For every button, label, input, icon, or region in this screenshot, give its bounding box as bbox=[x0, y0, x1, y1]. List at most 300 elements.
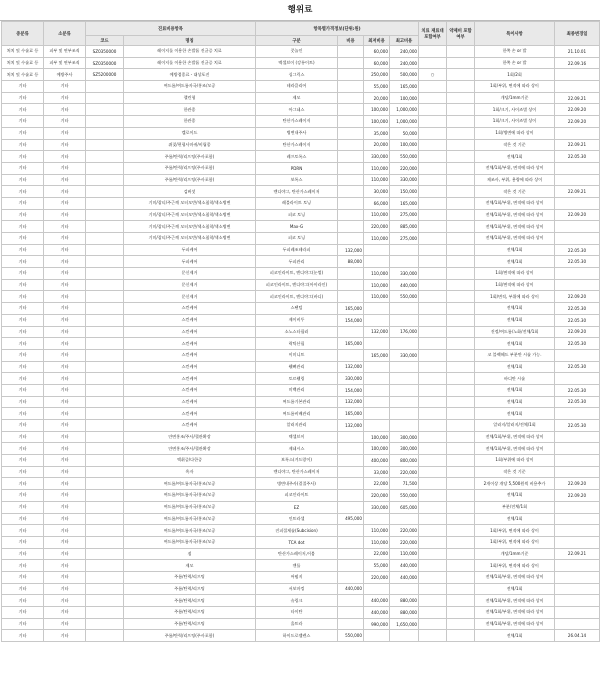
cell-cost bbox=[338, 69, 364, 81]
cell-max-cost: 330,000 bbox=[390, 174, 419, 186]
cell-material-included bbox=[419, 408, 447, 420]
cell-code bbox=[86, 127, 124, 139]
cell-last-changed bbox=[555, 443, 600, 455]
cell-minor: 기타 bbox=[44, 197, 86, 209]
cell-major: 기타 bbox=[2, 384, 44, 396]
cell-cost bbox=[338, 116, 364, 128]
cell-max-cost: 150,000 bbox=[390, 186, 419, 198]
cell-notes: 1회/면적에 따라 상이 bbox=[475, 268, 555, 280]
cell-cost bbox=[338, 174, 364, 186]
table-row bbox=[2, 361, 600, 373]
cell-category: 엑셀브이 bbox=[256, 431, 338, 443]
table-row bbox=[2, 571, 600, 583]
cell-name: 기미/잡티/주근깨 모터모반/색소침착/색소병변 bbox=[124, 209, 256, 221]
cell-code bbox=[86, 81, 124, 93]
table-row bbox=[2, 197, 600, 209]
cell-last-changed bbox=[555, 595, 600, 607]
cell-cost bbox=[338, 268, 364, 280]
cell-name: 문신제거 bbox=[124, 268, 256, 280]
table-row bbox=[2, 630, 600, 642]
cell-name: 스킨케어 bbox=[124, 314, 256, 326]
cell-max-cost: 50,000 bbox=[390, 127, 419, 139]
cell-max-cost bbox=[390, 244, 419, 256]
cell-last-changed: 22.09.16 bbox=[555, 57, 600, 69]
cell-notes: 1회/크기, 사이즈별 상이 bbox=[475, 104, 555, 116]
cell-major: 기타 bbox=[2, 396, 44, 408]
cell-last-changed: 22.09.20 bbox=[555, 478, 600, 490]
cell-material-included bbox=[419, 279, 447, 291]
cell-code bbox=[86, 139, 124, 151]
cell-last-changed bbox=[555, 560, 600, 572]
cell-category: 피코인라이트 bbox=[256, 490, 338, 502]
cell-notes: 1회/부위, 면적에 따라 상이 bbox=[475, 525, 555, 537]
cell-code bbox=[86, 186, 124, 198]
cell-notes: 진정/여드름/노화/전체/1회 bbox=[475, 326, 555, 338]
cell-name: 주름/탄력/리프팅 bbox=[124, 618, 256, 630]
cell-minor: 기타 bbox=[44, 151, 86, 163]
cell-notes: 1회/부위, 면적에 따라 상이 bbox=[475, 81, 555, 93]
cell-drug-included bbox=[447, 396, 475, 408]
cell-drug-included bbox=[447, 57, 475, 69]
cell-drug-included bbox=[447, 361, 475, 373]
cell-material-included bbox=[419, 466, 447, 478]
cell-category: 제이비투 bbox=[256, 314, 338, 326]
cell-category: 레블라이트 토닝 bbox=[256, 197, 338, 209]
cell-category: 피코인라이트, 엔디야그(눈썹) bbox=[256, 268, 338, 280]
header-min-cost: 최저비용 bbox=[364, 36, 390, 46]
cell-drug-included bbox=[447, 408, 475, 420]
cell-major: 처치 및 수술료 등 bbox=[2, 57, 44, 69]
cell-category: 어펌지 bbox=[256, 571, 338, 583]
cell-min-cost bbox=[364, 583, 390, 595]
cell-material-included bbox=[419, 174, 447, 186]
cell-material-included bbox=[419, 490, 447, 502]
cell-name: 주름/탄력/리프팅 bbox=[124, 595, 256, 607]
cell-code bbox=[86, 490, 124, 502]
cell-max-cost: 220,000 bbox=[390, 466, 419, 478]
table-row bbox=[2, 384, 600, 396]
cell-major: 기타 bbox=[2, 431, 44, 443]
cell-cost bbox=[338, 548, 364, 560]
cell-last-changed: 22.09.21 bbox=[555, 186, 600, 198]
cell-max-cost: 500,000 bbox=[390, 69, 419, 81]
table-row bbox=[2, 233, 600, 245]
cell-name: 흑자 bbox=[124, 466, 256, 478]
cell-min-cost: 60,000 bbox=[364, 57, 390, 69]
cell-min-cost: 35,000 bbox=[364, 127, 390, 139]
cell-minor: 기타 bbox=[44, 116, 86, 128]
cell-notes: 전체/1회 bbox=[475, 490, 555, 502]
cell-minor: 기타 bbox=[44, 244, 86, 256]
cell-name: 주름/탄력/리프팅(주사포함) bbox=[124, 630, 256, 642]
table-row bbox=[2, 186, 600, 198]
cell-major: 기타 bbox=[2, 186, 44, 198]
cell-major: 기타 bbox=[2, 560, 44, 572]
cell-min-cost bbox=[364, 303, 390, 315]
cell-name: 스킨케어 bbox=[124, 420, 256, 432]
cell-category: 토르웰링 bbox=[256, 373, 338, 385]
cell-min-cost: 132,000 bbox=[364, 326, 390, 338]
cell-last-changed: 22.05.30 bbox=[555, 420, 600, 432]
cell-code bbox=[86, 314, 124, 326]
cell-code bbox=[86, 162, 124, 174]
cell-minor: 기타 bbox=[44, 548, 86, 560]
cell-cost bbox=[338, 186, 364, 198]
cell-min-cost: 100,000 bbox=[364, 443, 390, 455]
table-row bbox=[2, 57, 600, 69]
header-name: 명칭 bbox=[124, 36, 256, 46]
cell-notes: 전체/1회 bbox=[475, 408, 555, 420]
cell-drug-included bbox=[447, 338, 475, 350]
cell-last-changed bbox=[555, 233, 600, 245]
table-row bbox=[2, 513, 600, 525]
cell-drug-included bbox=[447, 583, 475, 595]
cell-minor: 기타 bbox=[44, 139, 86, 151]
cell-name: 두피케어 bbox=[124, 244, 256, 256]
cell-category: 탄산가스레이저 bbox=[256, 116, 338, 128]
cell-last-changed bbox=[555, 455, 600, 467]
cell-max-cost: 885,000 bbox=[390, 221, 419, 233]
cell-max-cost: 330,000 bbox=[390, 349, 419, 361]
cell-last-changed: 22.05.30 bbox=[555, 151, 600, 163]
cell-major: 기타 bbox=[2, 630, 44, 642]
cell-last-changed bbox=[555, 127, 600, 139]
table-row bbox=[2, 268, 600, 280]
cell-drug-included bbox=[447, 303, 475, 315]
cell-minor: 기타 bbox=[44, 384, 86, 396]
cell-major: 기타 bbox=[2, 256, 44, 268]
cell-drug-included bbox=[447, 256, 475, 268]
table-row bbox=[2, 256, 600, 268]
cell-code bbox=[86, 501, 124, 513]
cell-minor: 기타 bbox=[44, 104, 86, 116]
cell-min-cost: 30,000 bbox=[364, 186, 390, 198]
cell-cost: 154,000 bbox=[338, 384, 364, 396]
cell-notes: 한쪽 손 or 발 bbox=[475, 46, 555, 58]
cell-cost: 330,000 bbox=[338, 373, 364, 385]
table-row bbox=[2, 326, 600, 338]
cell-last-changed bbox=[555, 197, 600, 209]
table-row bbox=[2, 536, 600, 548]
cell-last-changed bbox=[555, 174, 600, 186]
cell-material-included bbox=[419, 618, 447, 630]
cell-max-cost: 71,500 bbox=[390, 478, 419, 490]
cell-material-included bbox=[419, 548, 447, 560]
cell-major: 기타 bbox=[2, 525, 44, 537]
cell-minor: 기타 bbox=[44, 607, 86, 619]
cell-drug-included bbox=[447, 186, 475, 198]
cell-category: 피코 토닝 bbox=[256, 233, 338, 245]
cell-major: 기타 bbox=[2, 501, 44, 513]
cell-drug-included bbox=[447, 536, 475, 548]
cell-name: 한관종 bbox=[124, 104, 256, 116]
cell-cost bbox=[338, 618, 364, 630]
cell-category: 알러지관리 bbox=[256, 420, 338, 432]
cell-last-changed bbox=[555, 607, 600, 619]
table-row bbox=[2, 443, 600, 455]
cell-minor: 기타 bbox=[44, 186, 86, 198]
cell-min-cost: 440,000 bbox=[364, 607, 390, 619]
header-category: 구분 bbox=[256, 36, 338, 46]
cell-material-included bbox=[419, 513, 447, 525]
cell-cost bbox=[338, 455, 364, 467]
cell-notes: 전체/1회 bbox=[475, 256, 555, 268]
cell-minor: 기타 bbox=[44, 490, 86, 502]
cell-max-cost: 165,000 bbox=[390, 197, 419, 209]
cell-max-cost: 550,000 bbox=[390, 151, 419, 163]
cell-max-cost: 275,000 bbox=[390, 233, 419, 245]
cell-max-cost: 440,000 bbox=[390, 560, 419, 572]
cell-notes: 전체/1회 bbox=[475, 151, 555, 163]
cell-material-included bbox=[419, 104, 447, 116]
table-row bbox=[2, 104, 600, 116]
cell-code bbox=[86, 233, 124, 245]
cell-code bbox=[86, 104, 124, 116]
cell-last-changed: 22.09.20 bbox=[555, 104, 600, 116]
cell-name: 여드름/여드름자국/홍조/모공 bbox=[124, 501, 256, 513]
cell-max-cost bbox=[390, 583, 419, 595]
cell-material-included bbox=[419, 233, 447, 245]
cell-drug-included bbox=[447, 326, 475, 338]
cell-name: 주름/탄력/리프팅(주사포함) bbox=[124, 151, 256, 163]
cell-code bbox=[86, 420, 124, 432]
cell-name: 스킨케어 bbox=[124, 408, 256, 420]
cell-name: 주름/탄력/리프팅(주사포함) bbox=[124, 174, 256, 186]
cell-cost: 132,000 bbox=[338, 361, 364, 373]
cell-material-included bbox=[419, 139, 447, 151]
cell-max-cost: 880,000 bbox=[390, 607, 419, 619]
cell-material-included bbox=[419, 560, 447, 572]
cell-category: 탄산가스레이저,어븀 bbox=[256, 548, 338, 560]
cell-code bbox=[86, 478, 124, 490]
cell-min-cost: 220,000 bbox=[364, 221, 390, 233]
cell-major: 기타 bbox=[2, 244, 44, 256]
cell-code bbox=[86, 384, 124, 396]
cell-cost: 88,000 bbox=[338, 256, 364, 268]
table-row bbox=[2, 244, 600, 256]
table-row bbox=[2, 46, 600, 58]
cell-min-cost: 20,000 bbox=[364, 139, 390, 151]
cell-material-included bbox=[419, 268, 447, 280]
cell-major: 기타 bbox=[2, 490, 44, 502]
cell-major: 기타 bbox=[2, 618, 44, 630]
cell-code bbox=[86, 244, 124, 256]
cell-cost bbox=[338, 571, 364, 583]
cell-code bbox=[86, 338, 124, 350]
cell-cost bbox=[338, 81, 364, 93]
cell-name: 주름/탄력/리프팅 bbox=[124, 571, 256, 583]
cell-category: 레프토록스 bbox=[256, 151, 338, 163]
cell-category: Max-G bbox=[256, 221, 338, 233]
cell-name: 기미/잡티/주근깨 모터모반/색소침착/색소병변 bbox=[124, 197, 256, 209]
cell-minor: 기타 bbox=[44, 338, 86, 350]
cell-drug-included bbox=[447, 420, 475, 432]
header-notes: 특이사항 bbox=[475, 22, 555, 46]
cell-category: 보톡스(겨드랑이) bbox=[256, 455, 338, 467]
cell-last-changed bbox=[555, 501, 600, 513]
cell-name: 스킨케어 bbox=[124, 396, 256, 408]
cell-cost: 132,000 bbox=[338, 396, 364, 408]
cell-major: 기타 bbox=[2, 548, 44, 560]
cell-major: 기타 bbox=[2, 197, 44, 209]
cell-max-cost: 165,000 bbox=[390, 81, 419, 93]
cell-minor: 기타 bbox=[44, 314, 86, 326]
cell-max-cost: 100,000 bbox=[390, 92, 419, 104]
cell-major: 기타 bbox=[2, 314, 44, 326]
cell-material-included bbox=[419, 326, 447, 338]
cell-min-cost bbox=[364, 396, 390, 408]
cell-name: 챌린형 bbox=[124, 92, 256, 104]
cell-drug-included bbox=[447, 384, 475, 396]
cell-minor: 기타 bbox=[44, 501, 86, 513]
cell-category: 젠틀 bbox=[256, 560, 338, 572]
cell-last-changed: 22.05.30 bbox=[555, 338, 600, 350]
cell-notes: 전체/1회/부위, 면적에 따라 상이 bbox=[475, 233, 555, 245]
cell-notes: 1회/2회 bbox=[475, 69, 555, 81]
cell-category: 피코인라이트, 엔디야그(아이라인) bbox=[256, 279, 338, 291]
cell-drug-included bbox=[447, 127, 475, 139]
cell-min-cost bbox=[364, 373, 390, 385]
cell-drug-included bbox=[447, 607, 475, 619]
cell-code bbox=[86, 630, 124, 642]
cell-code bbox=[86, 116, 124, 128]
cell-category: 인트라셀 bbox=[256, 513, 338, 525]
cell-notes: 전체/1회/부위, 면적에 따라 상이 bbox=[475, 209, 555, 221]
cell-last-changed bbox=[555, 618, 600, 630]
cell-minor: 기타 bbox=[44, 630, 86, 642]
cell-cost bbox=[338, 536, 364, 548]
cell-minor: 기타 bbox=[44, 420, 86, 432]
cell-min-cost bbox=[364, 408, 390, 420]
cell-min-cost: 220,000 bbox=[364, 571, 390, 583]
cell-min-cost: 400,000 bbox=[364, 455, 390, 467]
cell-min-cost: 110,000 bbox=[364, 536, 390, 548]
cell-max-cost: 240,000 bbox=[390, 46, 419, 58]
cell-major: 기타 bbox=[2, 81, 44, 93]
cell-drug-included bbox=[447, 513, 475, 525]
cell-last-changed: 22.09.20 bbox=[555, 490, 600, 502]
cell-minor: 기타 bbox=[44, 291, 86, 303]
cell-minor: 기타 bbox=[44, 408, 86, 420]
cell-code bbox=[86, 221, 124, 233]
cell-code bbox=[86, 443, 124, 455]
cell-cost bbox=[338, 431, 364, 443]
cell-drug-included bbox=[447, 92, 475, 104]
cell-last-changed: 22.09.20 bbox=[555, 209, 600, 221]
cell-notes: 전체/1회/부위, 면적에 따라 상이 bbox=[475, 431, 555, 443]
cell-last-changed bbox=[555, 536, 600, 548]
cell-last-changed bbox=[555, 525, 600, 537]
cell-name: 제모 bbox=[124, 560, 256, 572]
cell-minor: 기타 bbox=[44, 256, 86, 268]
cell-name: 문신제거 bbox=[124, 291, 256, 303]
cell-min-cost: 990,000 bbox=[364, 618, 390, 630]
cell-notes: 작은 것 기준 bbox=[475, 186, 555, 198]
cell-major: 기타 bbox=[2, 536, 44, 548]
cell-material-included bbox=[419, 396, 447, 408]
table-row bbox=[2, 127, 600, 139]
table-row bbox=[2, 478, 600, 490]
cell-category: 엔디야그, 탄산가스레이저 bbox=[256, 186, 338, 198]
cell-min-cost: 110,000 bbox=[364, 209, 390, 221]
table-row bbox=[2, 174, 600, 186]
cell-notes: 전체/1회 bbox=[475, 396, 555, 408]
cell-code bbox=[86, 618, 124, 630]
cell-notes: 알러지/알러지/전체/1회 bbox=[475, 420, 555, 432]
cell-material-included bbox=[419, 373, 447, 385]
cell-cost: 165,000 bbox=[338, 408, 364, 420]
cell-code: SZ5200000 bbox=[86, 69, 124, 81]
cell-name: 문신제거 bbox=[124, 279, 256, 291]
cell-name: 여드름/여드름자국/홍조/모공 bbox=[124, 513, 256, 525]
cell-max-cost: 440,000 bbox=[390, 279, 419, 291]
table-row bbox=[2, 92, 600, 104]
cell-cost bbox=[338, 209, 364, 221]
cell-major: 기타 bbox=[2, 139, 44, 151]
cell-min-cost bbox=[364, 314, 390, 326]
cell-minor: 피부 및 연부조직 bbox=[44, 46, 86, 58]
cell-drug-included bbox=[447, 104, 475, 116]
cell-name: 점 bbox=[124, 548, 256, 560]
cell-notes: 제조사, 부위, 용량에 따라 상이 bbox=[475, 174, 555, 186]
cell-notes: 전체/1회 bbox=[475, 630, 555, 642]
cell-min-cost: 110,000 bbox=[364, 525, 390, 537]
cell-notes: 전체/1회 bbox=[475, 303, 555, 315]
cell-max-cost: 275,000 bbox=[390, 209, 419, 221]
cell-name: 스킨케어 bbox=[124, 349, 256, 361]
cell-drug-included bbox=[447, 501, 475, 513]
table-row bbox=[2, 338, 600, 350]
cell-notes: 코 블랙헤드 부분만 시술 가능. bbox=[475, 349, 555, 361]
cell-min-cost bbox=[364, 361, 390, 373]
table-row bbox=[2, 291, 600, 303]
cell-material-included bbox=[419, 630, 447, 642]
cell-material-included bbox=[419, 151, 447, 163]
cell-minor: 기타 bbox=[44, 233, 86, 245]
cell-max-cost: 1,000,000 bbox=[390, 116, 419, 128]
cell-minor: 기타 bbox=[44, 303, 86, 315]
cell-min-cost bbox=[364, 256, 390, 268]
cell-major: 기타 bbox=[2, 151, 44, 163]
cell-minor: 기타 bbox=[44, 513, 86, 525]
cell-notes: 바디만 시술 bbox=[475, 373, 555, 385]
cell-category: 여드름비배관리 bbox=[256, 408, 338, 420]
header-price-info: 항목별가격정보(단위:원) bbox=[256, 22, 419, 36]
cell-last-changed: 22.09.21 bbox=[555, 92, 600, 104]
cell-category: 아그네스 bbox=[256, 104, 338, 116]
cell-drug-included bbox=[447, 548, 475, 560]
cell-name: 여드름/여드름자국/홍조/모공 bbox=[124, 525, 256, 537]
cell-cost: 165,000 bbox=[338, 303, 364, 315]
cell-code bbox=[86, 466, 124, 478]
cell-last-changed bbox=[555, 583, 600, 595]
cell-min-cost: 110,000 bbox=[364, 233, 390, 245]
cell-drug-included bbox=[447, 525, 475, 537]
cell-drug-included bbox=[447, 314, 475, 326]
cell-material-included bbox=[419, 244, 447, 256]
cell-major: 기타 bbox=[2, 513, 44, 525]
cell-category: 슈링크 bbox=[256, 595, 338, 607]
cell-minor: 기타 bbox=[44, 221, 86, 233]
cell-category: 스탠텀 bbox=[256, 303, 338, 315]
cell-max-cost: 550,000 bbox=[390, 490, 419, 502]
cell-material-included bbox=[419, 536, 447, 548]
cell-major: 기타 bbox=[2, 443, 44, 455]
cell-notes: 부분/전체/1회 bbox=[475, 501, 555, 513]
cell-cost bbox=[338, 279, 364, 291]
cell-category: 미백관리 bbox=[256, 384, 338, 396]
cell-last-changed: 22.05.30 bbox=[555, 396, 600, 408]
